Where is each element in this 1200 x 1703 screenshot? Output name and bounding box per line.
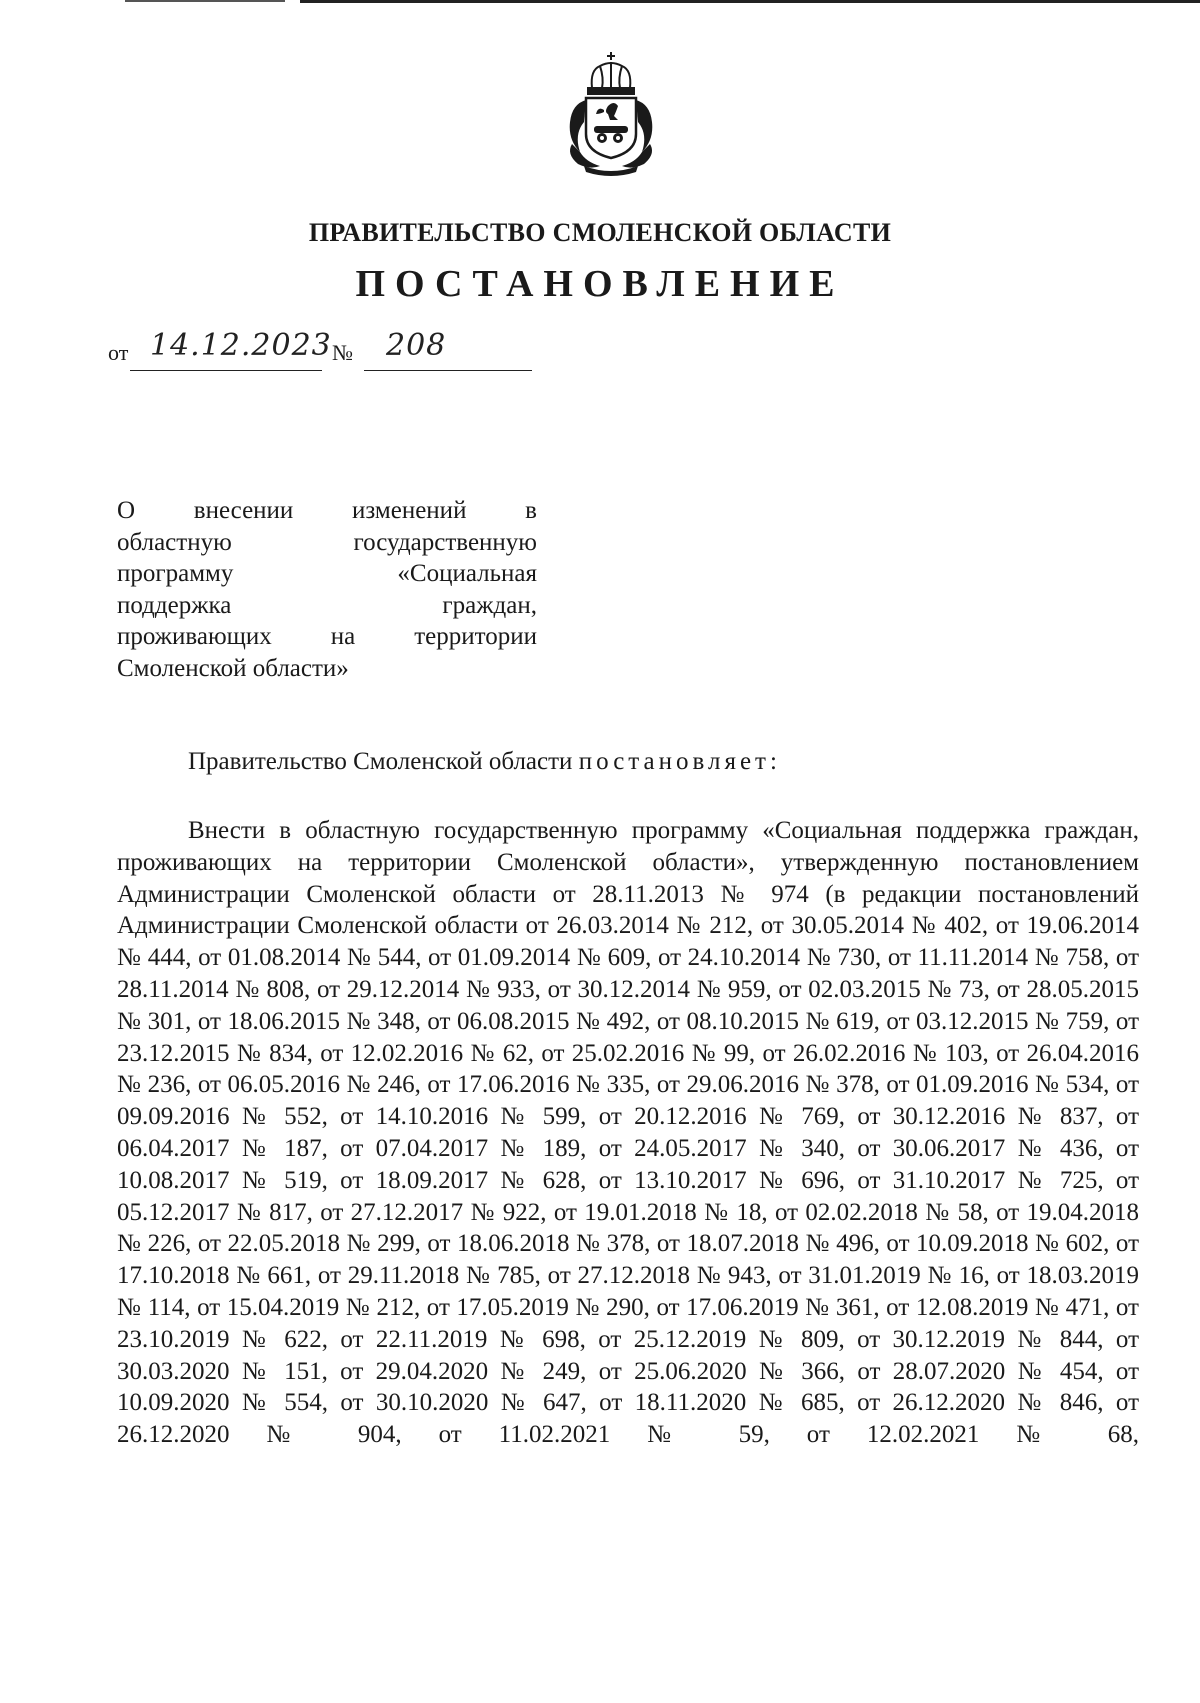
decree-intro: Правительство Смоленской области постановляет: xyxy=(188,748,777,775)
date-underline xyxy=(130,370,322,371)
date-from-label: от xyxy=(108,340,129,365)
decree-body xyxy=(117,815,1139,1451)
subject-line: проживающих на территории xyxy=(117,623,537,650)
body-paragraph: Внести в областную государственную программу «Социальная поддержка граждан, проживающих на территории Смоленской области», утвержденную постановлением Администрации Смоленской области от 28.11.2013 № 974 (в редакции постановлений Администрации Смоленской области от 26.03.2014 № 212, от 30.05.2014 № 402, от 19.06.2014 № 444, от 01.08.2014 № 544, от 01.09.2014 № 609, от 24.10.2014 № 730, от 11.11.2014 № 758, от 28.11.2014 № 808, от 29.12.2014 № 933, от 30.12.2014 № 959, от 02.03.2015 № 73, от 28.05.2015 № 301, от 18.06.2015 № 348, от 06.08.2015 № 492, от 08.10.2015 № 619, от 03.12.2015 № 759, от 23.12.2015 № 834, от 12.02.2016 № 62, от 25.02.2016 № 99, от 26.02.2016 № 103, от 26.04.2016 № 236, от 06.05.2016 № 246, от 17.06.2016 № 335, от 29.06.2016 № 378, от 01.09.2016 № 534, от 09.09.2016 № 552, от 14.10.2016 № 599, от 20.12.2016 № 769, от 30.12.2016 № 837, от 06.04.2017 № 187, от 07.04.2017 № 189, от 24.05.2017 № 340, от 30.06.2017 № 436, от 10.08.2017 № 519, от 18.09.2017 № 628, от 13.10.2017 № 696, от 31.10.2017 № 725, от 05.12.2017 № 817, от 27.12.2017 № 922, от 19.01.2018 № 18, от 02.02.2018 № 58, от 19.04.2018 № 226, от 22.05.2018 № 299, от 18.06.2018 № 378, от 18.07.2018 № 496, от 10.09.2018 № 602, от 17.10.2018 № 661, от 29.11.2018 № 785, от 27.12.2018 № 943, от 31.01.2019 № 16, от 18.03.2019 № 114, от 15.04.2019 № 212, от 17.05.2019 № 290, от 17.06.2019 № 361, от 12.08.2019 № 471, от 23.10.2019 № 622, от 22.11.2019 № 698, от 25.12.2019 № 809, от 30.12.2019 № 844, от 30.03.2020 № 151, от 29.04.2020 № 249, от 25.06.2020 № 366, от 28.07.2020 № 454, от 10.09.2020 № 554, от 30.10.2020 № 647, от 18.11.2020 № 685, от 26.12.2020 № 846, от 26.12.2020 № 904, от 11.02.2021 № 59, от 12.02.2021 № 68, xyxy=(117,817,1139,1449)
subject-line: областную государственную xyxy=(117,528,537,556)
date-number-line xyxy=(108,328,548,372)
number-underline xyxy=(364,370,532,371)
handwritten-date: 14.12.2023 xyxy=(150,328,332,363)
subject-line: О внесении изменений в xyxy=(117,497,537,524)
subject-line: Смоленской области» xyxy=(117,654,349,682)
decree-subject xyxy=(117,495,537,684)
number-label: № xyxy=(332,340,353,365)
scan-edge-mark xyxy=(125,0,285,2)
scan-edge-rule xyxy=(300,0,1200,3)
organization-title: ПРАВИТЕЛЬСТВО СМОЛЕНСКОЙ ОБЛАСТИ xyxy=(308,218,892,247)
subject-line: программу «Социальная xyxy=(117,560,537,587)
coat-of-arms-icon xyxy=(558,48,664,178)
subject-line: поддержка граждан, xyxy=(117,591,537,619)
handwritten-number: 208 xyxy=(386,328,447,363)
document-type: ПОСТАНОВЛЕНИЕ xyxy=(355,263,845,305)
